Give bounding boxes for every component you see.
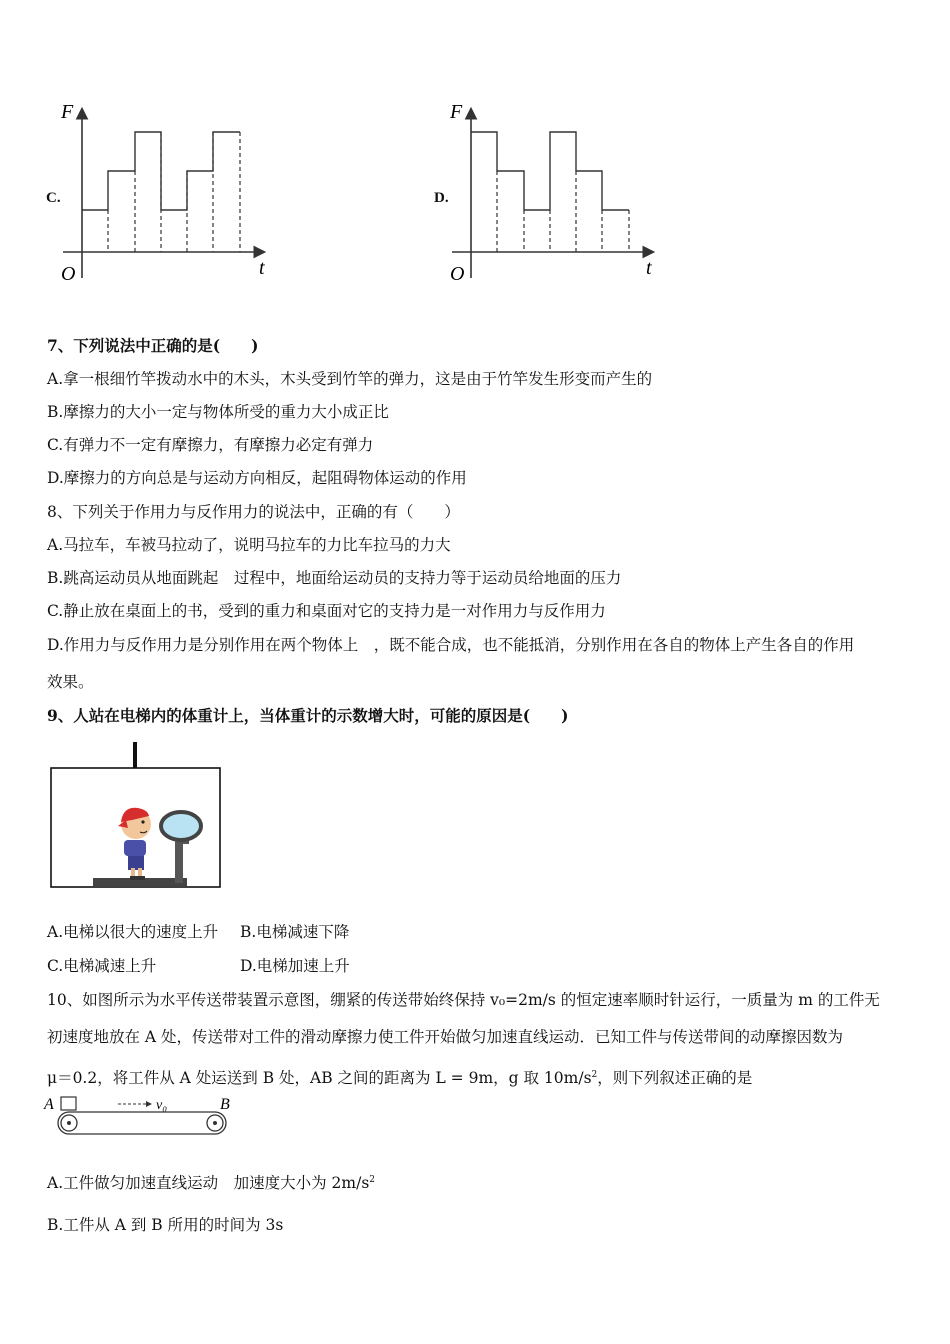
velocity-label: v₀ [156,1098,168,1113]
q10-line3-text: μ＝0.2，将工件从 A 处运送到 B 处，AB 之间的距离为 L = 9m，g 取 10m/s [47,1069,592,1088]
q8-option-d-line1: D.作用力与反作用力是分别作用在两个物体上 ，既不能合成，也不能抵消，分别作用在各自的物体上产生各自的作用 [47,636,855,654]
q8-stem: 8、下列关于作用力与反作用力的说法中，正确的有（ ） [47,503,460,521]
q8-option-b: B.跳高运动员从地面跳起 过程中，地面给运动员的支持力等于运动员给地面的压力 [47,569,622,587]
point-a-label: A [44,1096,54,1113]
q8-option-a: A.马拉车，车被马拉动了，说明马拉车的力比车拉马的力大 [47,536,451,554]
origin-label: O [450,263,465,285]
dashed-verticals [108,132,240,252]
origin-label: O [61,263,76,285]
q7-option-a: A.拿一根细竹竿拨动水中的木头，木头受到竹竿的弹力，这是由于竹竿发生形变而产生的 [47,370,653,388]
step-function [471,132,629,210]
q10-line1: 10、如图所示为水平传送带装置示意图，绷紧的传送带始终保持 v₀=2m/s 的恒定速率顺时针运行，一质量为 m 的工件无 [47,991,880,1009]
q7-option-d: D.摩擦力的方向总是与运动方向相反，起阻碍物体运动的作用 [47,469,467,487]
q10-option-b: B.工件从 A 到 B 所用的时间为 3s [47,1216,284,1234]
point-b-label: B [220,1096,230,1113]
q10-line3-end: ，则下列叙述正确的是 [597,1069,753,1088]
belt [58,1112,226,1134]
option-d-label: D. [434,190,449,206]
graph-d [444,98,674,288]
q9-option-d: D.电梯加速上升 [240,957,350,975]
graph-c [55,98,285,288]
q10-option-a-text: A.工件做匀加速直线运动 加速度大小为 2m/s [47,1174,370,1193]
q9-option-a: A.电梯以很大的速度上升 [47,923,219,941]
option-c-label: C. [46,190,61,206]
q9-option-c: C.电梯减速上升 [47,957,157,975]
y-axis-label: F [450,101,463,123]
q8-option-c: C.静止放在桌面上的书，受到的重力和桌面对它的支持力是一对作用力与反作用力 [47,602,606,620]
q10-line3-sup: 2 [591,1070,598,1080]
q10-line3 [47,1065,752,1088]
q7-option-c: C.有弹力不一定有摩擦力，有摩擦力必定有弹力 [47,436,374,454]
q8-option-d-line2: 效果。 [47,673,94,691]
q10-line2: 初速度地放在 A 处，传送带对工件的滑动摩擦力使工件开始做匀加速直线运动．已知工件与传送带间的动摩擦因数为 [47,1028,844,1046]
q7-option-b: B.摩擦力的大小一定与物体所受的重力大小成正比 [47,403,389,421]
child-icon [118,808,151,880]
x-axis-label: t [646,257,652,279]
x-axis-label: t [259,257,265,279]
q7-stem: 7、下列说法中正确的是( ) [47,336,259,355]
conveyor-figure [42,1093,242,1143]
q9-option-b: B.电梯减速下降 [240,923,350,941]
workpiece [61,1097,76,1110]
q10-option-a [47,1170,375,1193]
q9-stem: 9、人站在电梯内的体重计上，当体重计的示数增大时，可能的原因是( ) [47,706,569,725]
y-axis-label: F [61,101,74,123]
dashed-verticals [497,171,629,252]
elevator-figure [48,742,226,892]
q10-option-a-sup: 2 [369,1175,376,1185]
